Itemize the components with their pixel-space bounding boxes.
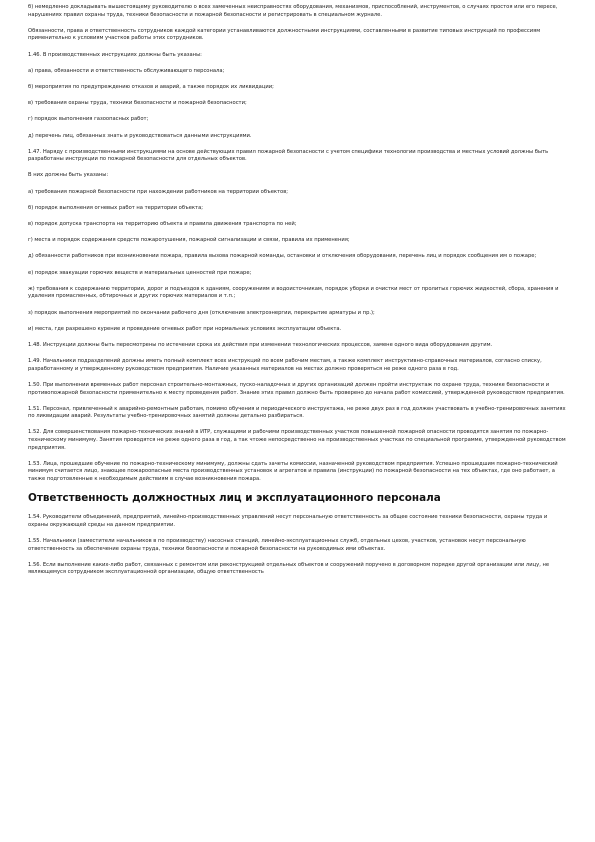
paragraph: 1.52. Для совершенствования пожарно-технических знаний в ИТР, служащими и рабочими производственных участков повышенной пожарной опасности проводятся занятия по пожарно-техническому минимуму. Занятия проводятся не реже одного раза в год, а так чтоже непосредственно на производственных участках по специальной программе, утвержденной руководством предприятия. <box>28 429 566 451</box>
paragraph: д) обязанности работников при возникновении пожара, правила вызова пожарной команды, остановки и отключения оборудования, перечень лиц и порядок сообщения им о пожаре; <box>28 253 537 260</box>
paragraph: в) порядок допуска транспорта на территорию объекта и правила движения транспорта по ней; <box>28 221 297 228</box>
document-body-bottom <box>28 514 568 577</box>
paragraph: б) мероприятия по предупреждению отказов и аварий, а также порядок их ликвидации; <box>28 83 274 90</box>
paragraph: Обязанности, права и ответственность сотрудников каждой категории устанавливаются должностными инструкциями, составленными в развитие типовых инструкций по профессиям применительно к условиям участков работы этих сотрудников. <box>28 27 541 42</box>
paragraph: и) места, где разрешено курение и проведение огневых работ при нормальных условиях эксплуатации объекта. <box>28 325 342 332</box>
paragraph: 1.50. При выполнении временных работ персонал строительно-монтажных, пуско-наладочных и других организаций должен пройти инструктаж по охране труда, технике безопасности и противопожарной безопасности применительно к месту проведения работ. Знание этих правил должно быть проверено до начала работ комиссией, утвержденной руководством предприятия. <box>28 381 565 396</box>
paragraph: д) перечень лиц, обязанных знать и руководствоваться данными инструкциями. <box>28 132 252 139</box>
paragraph: а) права, обязанности и ответственность обслуживающего персонала; <box>28 67 225 74</box>
paragraph: е) порядок эвакуации горючих веществ и материальных ценностей при пожаре; <box>28 269 252 276</box>
paragraph: 1.49. Начальники подразделений должны иметь полный комплект всех инструкций по всем рабочим местам, а также комплект инструктивно-справочных материалов, согласно списку, разработанному и утвержденному руководством предприятия. Наличие указанных материалов на местах должно проверяться не реже одного раза в год. <box>28 358 542 372</box>
section-heading: Ответственность должностных лиц и эксплуатационного персонала <box>28 492 441 505</box>
paragraph: В них должны быть указаны: <box>28 172 109 179</box>
paragraph: 1.56. Если выполнение каких-либо работ, связанных с ремонтом или реконструкцией отдельных объектов и сооружений поручено в договорном порядке другой организации или лицу, не являющемуся сотрудником эксплуатационной организации, общую ответственность <box>28 561 550 576</box>
paragraph: г) места и порядок содержания средств пожаротушения, пожарной сигнализации и связи, правила их применения; <box>28 237 350 244</box>
paragraph: 1.55. Начальники (заместители начальников в по производству) насосных станций, линейно-эксплуатационных служб, отдельных цехов, участков, установок несут персональную ответственность за обеспечение охраны труда, техники безопасности и пожарной безопасности на руководимых ими объектах. <box>28 538 526 552</box>
paragraph: 1.53. Лица, прошедшие обучение по пожарно-техническому минимуму, должны сдать зачеты комиссии, назначенной руководством предприятия. Успешно прошедшим пожарно-технический минимум считается лицо, знающее пожароопасные места производственных установок и агрегатов и правила (инструкции) по пожарной безопасности на тех объектах, где оно работает, а также подготовленные к необходимым действиям в случае возникновения пожара. <box>28 460 558 483</box>
paragraph: 1.51. Персонал, привлеченный к аварийно-ремонтным работам, помимо обучения и периодического инструктажа, не реже двух раз в год должен участвовать в учебно-тренировочных занятиях по ликвидации аварий. Результаты учебно-тренировочных занятий должны детально разбираться. <box>28 405 566 420</box>
paragraph: 1.47. Наряду с производственными инструкциями на основе действующих правил пожарной безопасности с учетом специфики технологии производства и местных условий должны быть разработаны инструкции по пожарной безопасности для отдельных объектов. <box>28 148 549 163</box>
paragraph: 1.48. Инструкции должны быть пересмотрены по истечении срока их действия при изменении технологических процессов, замене одного вида оборудования другим. <box>28 341 493 348</box>
paragraph: з) порядок выполнения мероприятий по окончании рабочего дня (отключение электроэнергии, перекрытие арматуры и пр.); <box>28 309 375 316</box>
paragraph: 1.54. Руководители объединений, предприятий, линейно-производственных управлений несут персональную ответственность за общее состояние техники безопасности, охраны труда и охраны окружающей среды на данном предприятии. <box>28 514 548 528</box>
paragraph: а) требования пожарной безопасности при нахождении работников на территории объектов; <box>28 188 289 195</box>
paragraph: б) порядок выполнения огневых работ на территории объекта; <box>28 204 203 211</box>
paragraph: в) требования охраны труда, техники безопасности и пожарной безопасности; <box>28 100 247 107</box>
document-body-top <box>28 4 568 484</box>
paragraph: г) порядок выполнения газоопасных работ; <box>28 116 149 123</box>
document-page <box>28 4 568 586</box>
paragraph: б) немедленно докладывать вышестоящему руководителю о всех замеченных неисправностях оборудования, механизмов, приспособлений, инструментов, о случаях простоя или его пересе, нарушениях правил охраны труда, техники безопасности и пожарной безопасности и регистрировать в специальном журнале. <box>28 4 558 18</box>
paragraph: 1.46. В производственных инструкциях должны быть указаны: <box>28 51 202 58</box>
paragraph: ж) требования к содержанию территории, дорог и подъездов к зданиям, сооружениям и водоисточникам, порядок уборки и очистки мест от пролитых горючих жидкостей, сбора, хранения и удаления промасленных, обтирочных и других горючих материалов и т.п.; <box>28 285 559 300</box>
